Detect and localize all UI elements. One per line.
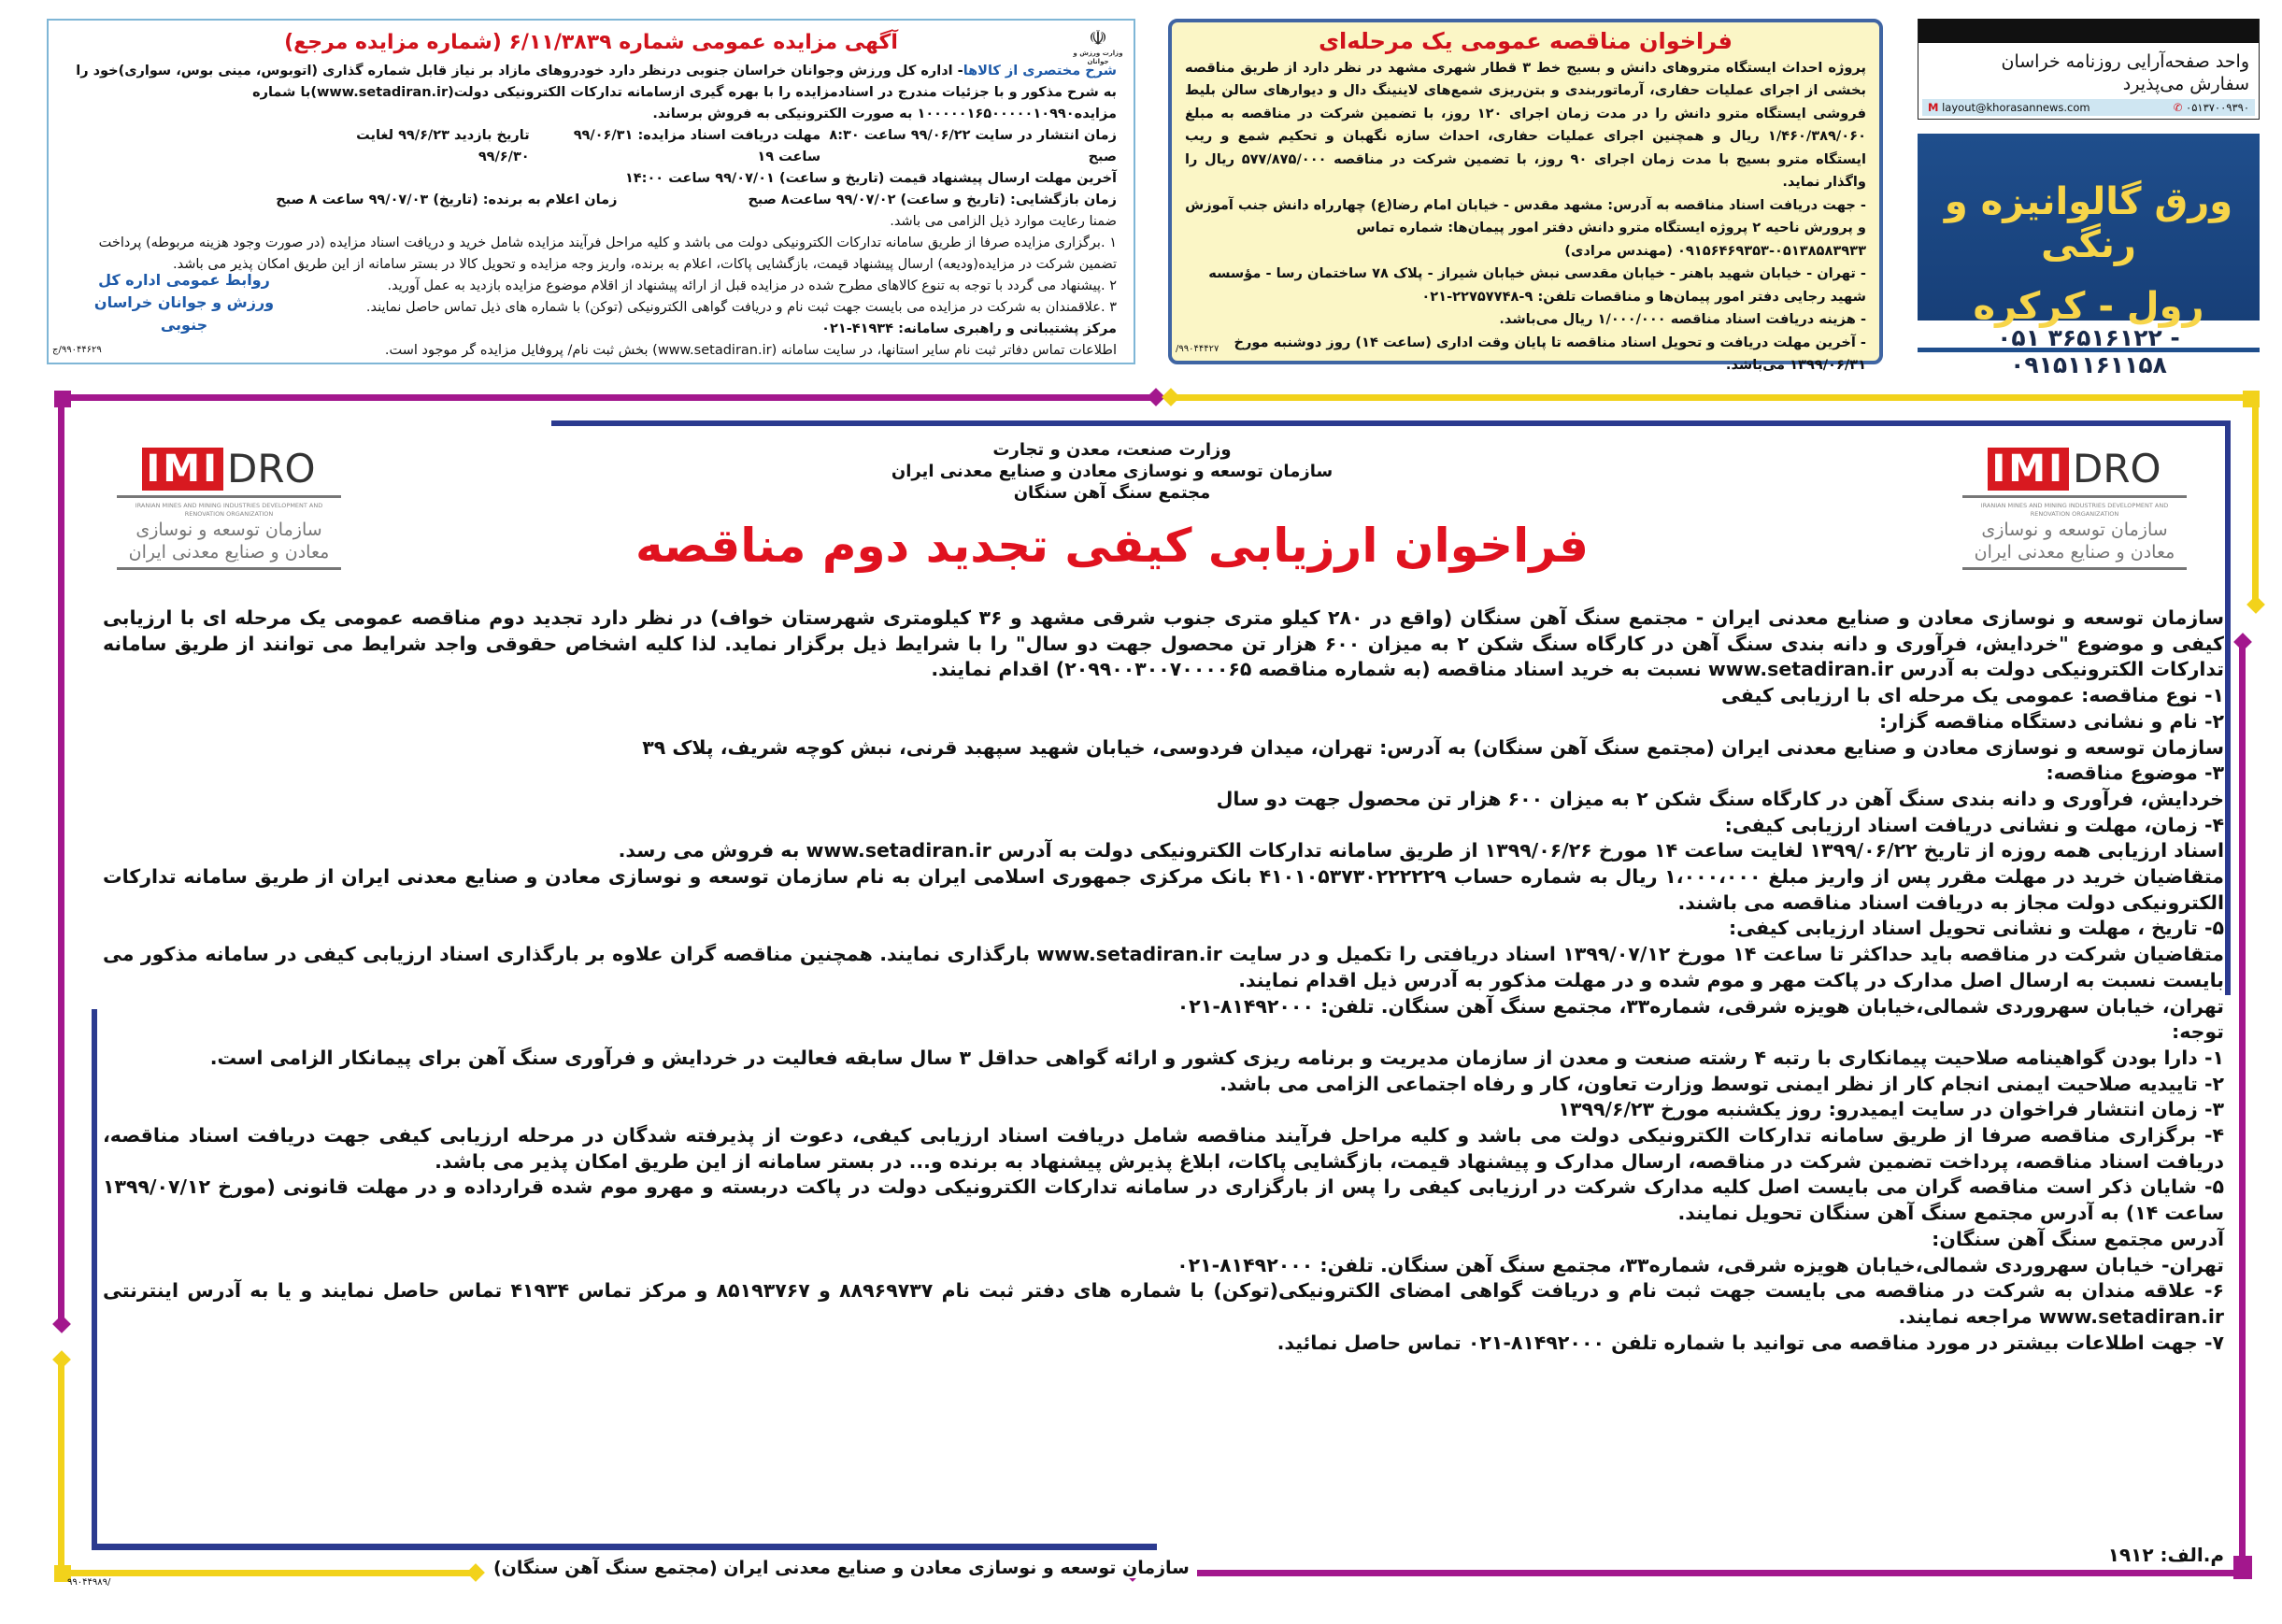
frame-line bbox=[92, 1544, 1157, 1550]
promo-bar bbox=[1918, 19, 2259, 43]
logo-persian: سازمان توسعه و نوسازی معادن و صنایع معدنی ایران bbox=[128, 520, 330, 563]
frame-line bbox=[1170, 394, 2259, 401]
tender-ad-title: فراخوان مناقصه عمومی یک مرحله‌ای bbox=[1319, 28, 1733, 54]
promo-phone: ۰۵۱۳۷۰۰۹۳۹۰ bbox=[2186, 101, 2249, 114]
tender-item: - آخرین مهلت دریافت و تحویل اسناد مناقصه تا پایان وقت اداری (ساعت ۱۴) روز دوشنبه مورخ ۱۳۹۹/۰۶/۳۱ می‌باشد. bbox=[1234, 334, 1866, 373]
logo-imi: IMI bbox=[142, 448, 223, 491]
body-paragraph: ۲- نام و نشانی دستگاه مناقصه گزار: bbox=[1879, 709, 2224, 733]
auction-item: ۲ .پیشنهاد می گردد با توجه به تنوع کالاهای مطرح شده در مزایده قبل از ارائه پیشنهاد از اقلام موضوع مزایده بازدید به عمل آورید. bbox=[387, 278, 1117, 293]
auction-support: مرکز پشتیبانی و راهبری سامانه: ۴۱۹۳۴-۰۲۱ bbox=[821, 321, 1117, 336]
promo-text bbox=[1918, 43, 2259, 99]
body-paragraph: توجه: bbox=[2172, 1020, 2224, 1044]
diamond-icon bbox=[52, 1315, 71, 1333]
footer-code: ۹۹۰۴۴۹۸۹/ bbox=[67, 1577, 111, 1588]
ministry-emblem-icon: ☫ وزارت ورزش و جوانان bbox=[1073, 27, 1123, 65]
auction-item: ۳ .علاقمندان به شرکت در مزایده می بایست جهت ثبت نام و دریافت گواهی الکترونیکی (توکن) با شماره های ذیل تماس حاصل نمایند. bbox=[365, 300, 1117, 315]
galvanized-phones: ۰۵۱ ۳۶۵۱۶۱۲۲ - ۰۹۱۵۱۱۶۱۱۵۸ bbox=[1918, 324, 2260, 352]
body-paragraph: ۱- دارا بودن گواهینامه صلاحیت پیمانکاری با رتبه ۴ رشته صنعت و معدن از سازمان مدیریت و برنامه ریزی کشور و ارائه گواهی حداقل ۳ سال سابقه فعالیت در خردایش و فرآوری سنگ آهن برای پیمانکار الزامی است. bbox=[209, 1046, 2224, 1069]
imidro-logo-left bbox=[117, 447, 341, 574]
frame-line bbox=[58, 1360, 64, 1579]
diamond-icon bbox=[1162, 388, 1180, 406]
tender-ad bbox=[1168, 19, 1883, 373]
body-paragraph: ۵- تاریخ ، مهلت و نشانی تحویل اسناد ارزیابی کیفی: bbox=[1729, 917, 2224, 940]
header-line: سازمان توسعه و نوسازی معادن و صنایع معدنی ایران bbox=[891, 462, 1334, 481]
tender-item: - هزینه دریافت اسناد مناقصه ۱/۰۰۰/۰۰۰ ریال می‌باشد. bbox=[1499, 311, 1866, 327]
promo-line: واحد صفحه‌آرایی روزنامه خراسان bbox=[2001, 51, 2249, 72]
frame-corner bbox=[2243, 391, 2260, 407]
frame-line bbox=[58, 394, 64, 1324]
promo-contact bbox=[1922, 99, 2255, 116]
logo-dro: DRO bbox=[226, 446, 316, 491]
ad-reference: م.الف: ۱۹۱۲ bbox=[2107, 1544, 2224, 1566]
auction-note: ضمنا رعایت موارد ذیل الزامی می باشد. bbox=[890, 214, 1117, 229]
imidro-logo-right bbox=[1962, 447, 2187, 574]
auction-code: ۹۹۰۴۴۶۲۹/ج bbox=[52, 345, 102, 355]
body-paragraph: متقاضیان خرید در مهلت مقرر پس از واریز مبلغ ۱،۰۰۰،۰۰۰ ریال به شماره حساب ۴۱۰۱۰۵۳۷۳۰۲۲۲۲۲۹ بانک مرکزی جمهوری اسلامی ایران به نام سازمان توسعه و نوسازی معادن و صنایع معدنی ایران از طریق سامانه تدارکات الکترونیکی دولت مجاز به دریافت اسناد مناقصه می باشند. bbox=[103, 865, 2224, 914]
diamond-icon bbox=[466, 1563, 485, 1582]
diamond-icon bbox=[2246, 595, 2265, 614]
layout-promo bbox=[1918, 19, 2260, 120]
main-ad-title: فراخوان ارزیابی کیفی تجدید دوم مناقصه bbox=[635, 519, 1590, 573]
promo-line: سفارش می‌پذیرد bbox=[2122, 74, 2249, 94]
auction-deadline: آخرین مهلت ارسال پیشنهاد قیمت (تاریخ و ساعت) ۹۹/۰۷/۰۱ ساعت ۱۴:۰۰ bbox=[624, 171, 1117, 186]
galvanized-title: ورق گالوانیزه و رنگی bbox=[1944, 180, 2233, 266]
body-paragraph: ۲- تاییدیه صلاحیت ایمنی انجام کار از نظر ایمنی توسط وزارت تعاون، کار و رفاه اجتماعی الزامی می باشد. bbox=[1219, 1072, 2224, 1095]
header-line: مجتمع سنگ آهن سنگان bbox=[1013, 483, 1211, 503]
body-paragraph: اسناد ارزیابی همه روزه از تاریخ ۱۳۹۹/۰۶/۲۲ لغایت ساعت ۱۴ مورخ ۱۳۹۹/۰۶/۲۶ از طریق سامانه تدارکات الکترونیکی دولت به آدرس www.setadiran.ir به فروش می رسد. bbox=[618, 839, 2224, 862]
logo-english: IRANIAN MINES AND MINING INDUSTRIES DEVELOPMENT AND RENOVATION ORGANIZATION bbox=[1980, 502, 2169, 518]
logo-dro: DRO bbox=[2072, 446, 2161, 491]
galvanized-subtitle: رول - کرکره bbox=[1973, 285, 2204, 328]
galvanized-ad bbox=[1918, 134, 2260, 328]
tender-item: - تهران - خیابان شهید باهنر - خیابان مقدسی نبش خیابان شیراز - پلاک ۷۸ ساختمان رسا - مؤسسه شهید رجایی دفتر امور پیمان‌ها و مناقصات تلفن: ۹-۲۲۷۵۷۷۴۸-۰۲۱ bbox=[1208, 265, 1866, 305]
frame-line bbox=[2239, 645, 2246, 1579]
tender-code: ۹۹۰۴۴۴۲۷/ bbox=[1176, 343, 1219, 354]
frame-line bbox=[2252, 394, 2259, 600]
logo-imi: IMI bbox=[1988, 448, 2069, 491]
auction-item: ۱ .برگزاری مزایده صرفا از طریق سامانه تدارکات الکترونیکی دولت می باشد و کلیه مراحل فرآیند مزایده شامل خرید و دریافت اسناد مزایده (در صورت وجود هزینه مربوطه) پرداخت تضمین شرکت در مزایده(ودیعه) ارسال پیشنهاد قیمت، بازگشایی پاکات، اعلام به برنده، واریز وجه مزایده و تحویل کالا در بستر سامانه از این طریق امکان پذیر می باشد. bbox=[98, 235, 1117, 272]
body-paragraph: ۴- زمان، مهلت و نشانی دریافت اسناد ارزیابی کیفی: bbox=[1724, 813, 2224, 836]
phone-icon: ✆ bbox=[2173, 101, 2183, 114]
body-paragraph: متقاضیان شرکت در مناقصه باید حداکثر تا ساعت ۱۴ مورخ ۱۳۹۹/۰۷/۱۲ اسناد دریافتی را تکمیل و در سایت www.setadiran.ir بارگذاری نمایند. همچنین مناقصه گران علاوه بر بارگذاری اسناد ارزیابی کیفی در سامانه مذکور می بایست نسبت به ارسال اصل مدارک در پاکت مهر و موم شده و در مهلت مذکور به آدرس ذیل اقدام نمایند. bbox=[103, 943, 2224, 991]
main-ad-header bbox=[748, 439, 1476, 504]
auction-ad-title: آگهی مزایده عمومی شماره ۶/۱۱/۳۸۳۹ (شماره مزایده مرجع) bbox=[284, 31, 898, 54]
footer-organization: سازمان توسعه و نوسازی معادن و صنایع معدنی ایران (مجتمع سنگ آهن سنگان) bbox=[486, 1558, 1197, 1578]
frame-line bbox=[2225, 420, 2231, 995]
header-line: وزارت صنعت، معدن و تجارت bbox=[992, 440, 1232, 460]
frame-line bbox=[58, 394, 1156, 401]
frame-line bbox=[92, 1009, 97, 1549]
mail-icon: M bbox=[1928, 101, 1939, 114]
body-paragraph: ۴- برگزاری مناقصه صرفا از طریق سامانه تدارکات الکترونیکی دولت می باشد و کلیه مراحل فرآیند مناقصه شامل دریافت اسناد ارزیابی کیفی، دعوت از پذیرفته شدگان در مرحله ارزیابی کیفی جهت دریافت اسناد مناقصه، دریافت اسناد مناقصه، پرداخت تضمین شرکت در مناقصه، ارسال مدارک و پیشنهاد قیمت، بازگشایی پاکات، ابلاغ پذیرش پیشنهاد به برنده و... در بستر سامانه از این طریق امکان پذیر می باشد. bbox=[103, 1124, 2224, 1173]
body-paragraph: آدرس مجتمع سنگ آهن سنگان: bbox=[1932, 1227, 2224, 1250]
tender-paragraph: پروژه احداث ایستگاه متروهای دانش و بسیج خط ۳ قطار شهری مشهد در نظر دارد از طریق مناقصه بخشی از اجرای عملیات حفاری، آرماتوربندی و بتن‌ریزی شمع‌های لاینینگ دال و دیوارهای سالن بلیط فروشی ایستگاه مترو دانش را در مدت زمان اجرای ۱۲۰ روز، با تضمین شرکت در مناقصه به مبلغ ۱/۴۶۰/۳۸۹/۰۶۰ ریال و همچنین اجرای عملیات حفاری، احداث سازه نگهبان و تحکیم شمع و ریب ایستگاه مترو بسیج با مدت زمان اجرای ۹۰ روز، با تضمین شرکت در مناقصه ۵۷۷/۸۷۵/۰۰۰ ریال را واگذار نماید. bbox=[1185, 59, 1867, 190]
body-paragraph: سازمان توسعه و نوسازی معادن و صنایع معدنی ایران (مجتمع سنگ آهن سنگان) به آدرس: تهران، میدان فردوسی، خیابان شهید سپهبد قرنی، نبش کوچه شریف، پلاک ۳۹ bbox=[642, 735, 2224, 759]
body-paragraph: ۱- نوع مناقصه: عمومی یک مرحله ای با ارزیابی کیفی bbox=[1720, 684, 2224, 707]
body-paragraph: خردایش، فرآوری و دانه بندی سنگ آهن در کارگاه سنگ شکن ۲ به میزان ۶۰۰ هزار تن محصول جهت دو سال bbox=[1216, 787, 2224, 810]
auction-signature: روابط عمومی اداره کل ورزش و جوانان خراسان جنوبی bbox=[93, 271, 275, 334]
auction-dates-row: زمان انتشار در سایت ۹۹/۰۶/۲۲ ساعت ۸:۳۰ صبح مهلت دریافت اسناد مزایده: ۹۹/۰۶/۳۱ ساعت ۱۹ تاریخ بازدید ۹۹/۶/۲۳ لغایت ۹۹/۶/۳۰ bbox=[356, 128, 1117, 164]
body-paragraph: سازمان توسعه و نوسازی معادن و صنایع معدنی ایران - مجتمع سنگ آهن سنگان (واقع در ۲۸۰ کیلو متری جنوب شرقی مشهد و ۳۶ کیلومتری شهرستان خواف) در نظر دارد تجدید دوم مناقصه عمومی یک مرحله ای با ارزیابی کیفی و موضوع "خردایش، فرآوری و دانه بندی سنگ آهن در کارگاه سنگ شکن ۲ به میزان ۶۰۰ هزار تن محصول جهت دو سال" را با شرایط ذیل برگزار نماید. لذا کلیه اشخاص حقوقی واجد شرایط می توانند از طریق سامانه تدارکات الکترونیکی دولت به آدرس www.setadiran.ir نسبت به خرید اسناد مناقصه (به شماره مناقصه ۲۰۹۹۰۰۳۰۰۷۰۰۰۰۶۵) اقدام نمایند. bbox=[103, 606, 2224, 681]
auction-summary: شرح مختصری از کالاها- اداره کل ورزش وجوانان خراسان جنوبی درنظر دارد خودروهای مازاد بر نیاز قابل شماره گذاری (اتوبوس، مینی بوس، سواری)خود را به شرح مذکور و با جزئیات مندرج در اسنادمزایده را با بهره گیری ازسامانه تدارکات الکترونیکی دولت(www.setadiran.ir)با شماره مزایده۱۰۰۰۰۰۱۶۵۰۰۰۰۰۱۰۹۹۰ به صورت الکترونیکی به فروش برساند. bbox=[76, 64, 1117, 121]
auction-info: اطلاعات تماس دفاتر ثبت نام سایر استانها، در سایت سامانه (www.setadiran.ir) بخش ثبت نام/ پروفایل مزایده گر موجود است. bbox=[384, 343, 1117, 358]
auction-ad bbox=[47, 19, 1135, 364]
body-paragraph: ۳- موضوع مناقصه: bbox=[2046, 762, 2224, 785]
body-paragraph: ۳- زمان انتشار فراخوان در سایت ایمیدرو: روز یکشنبه مورخ ۱۳۹۹/۶/۲۳ bbox=[1558, 1098, 2224, 1121]
frame-corner bbox=[2233, 1556, 2252, 1579]
body-paragraph: ۵- شایان ذکر است مناقصه گران می بایست اصل کلیه مدارک شرکت در ارزیابی کیفی را پس از بارگزاری در سامانه تدارکات الکترونیکی دولت در پاکت دربسته و مهرو موم شده قرارداده و در مهلت قانونی (مورخ ۱۳۹۹/۰۷/۱۲ ساعت ۱۴) به آدرس مجتمع سنگ آهن سنگان تحویل نمایند. bbox=[103, 1175, 2224, 1225]
frame-corner bbox=[54, 391, 71, 407]
promo-email[interactable]: layout@khorasannews.com bbox=[1942, 101, 2090, 114]
logo-english: IRANIAN MINES AND MINING INDUSTRIES DEVELOPMENT AND RENOVATION ORGANIZATION bbox=[135, 502, 323, 518]
logo-persian: سازمان توسعه و نوسازی معادن و صنایع معدنی ایران bbox=[1974, 520, 2175, 563]
body-paragraph: تهران- خیابان سهروردی شمالی،خیابان هویزه شرقی، شماره۳۳، مجتمع سنگ آهن سنگان. تلفن: ۸۱۴۹۲۰۰۰-۰۲۱ bbox=[1177, 1253, 2224, 1276]
body-paragraph: ۷- جهت اطلاعات بیشتر در مورد مناقصه می توانید با شماره تلفن ۸۱۴۹۲۰۰۰-۰۲۱ تماس حاصل نمائید. bbox=[1276, 1331, 2224, 1354]
body-paragraph: تهران، خیابان سهروردی شمالی،خیابان هویزه شرقی، شماره۳۳، مجتمع سنگ آهن سنگان. تلفن: ۸۱۴۹۲۰۰۰-۰۲۱ bbox=[1177, 994, 2224, 1018]
frame-line bbox=[551, 420, 2231, 426]
frame-line bbox=[58, 1570, 478, 1576]
tender-item: - جهت دریافت اسناد مناقصه به آدرس: مشهد مقدس - خیابان امام رضا(ع) چهارراه دانش جنب آموزش و پرورش ناحیه ۲ پروژه ایستگاه مترو دانش دفتر امور پیمان‌ها: شماره تماس ۰۵۱۳۸۵۸۳۹۳۳-۰۹۱۵۶۴۶۹۳۵۳ (مهندس مرادی) bbox=[1185, 196, 1866, 259]
body-paragraph: ۶- علاقه مندان به شرکت در مناقصه می بایست جهت ثبت نام و دریافت گواهی امضای الکترونیکی(توکن) با شماره های دفتر ثبت نام ۸۸۹۶۹۷۳۷ و ۸۵۱۹۳۷۶۷ و مرکز تماس ۴۱۹۳۴ تماس حاصل نمایند و یا به آدرس اینترنتی www.setadiran.ir مراجعه نمایند. bbox=[103, 1279, 2224, 1328]
main-ad-body bbox=[103, 605, 2224, 1356]
auction-opening-row: زمان بازگشایی: (تاریخ و ساعت) ۹۹/۰۷/۰۲ ساعت۸ صبح زمان اعلام به برنده: (تاریخ) ۹۹/۰۷/۰۳ ساعت ۸ صبح bbox=[276, 192, 1117, 207]
frame-line bbox=[1135, 1570, 2246, 1576]
